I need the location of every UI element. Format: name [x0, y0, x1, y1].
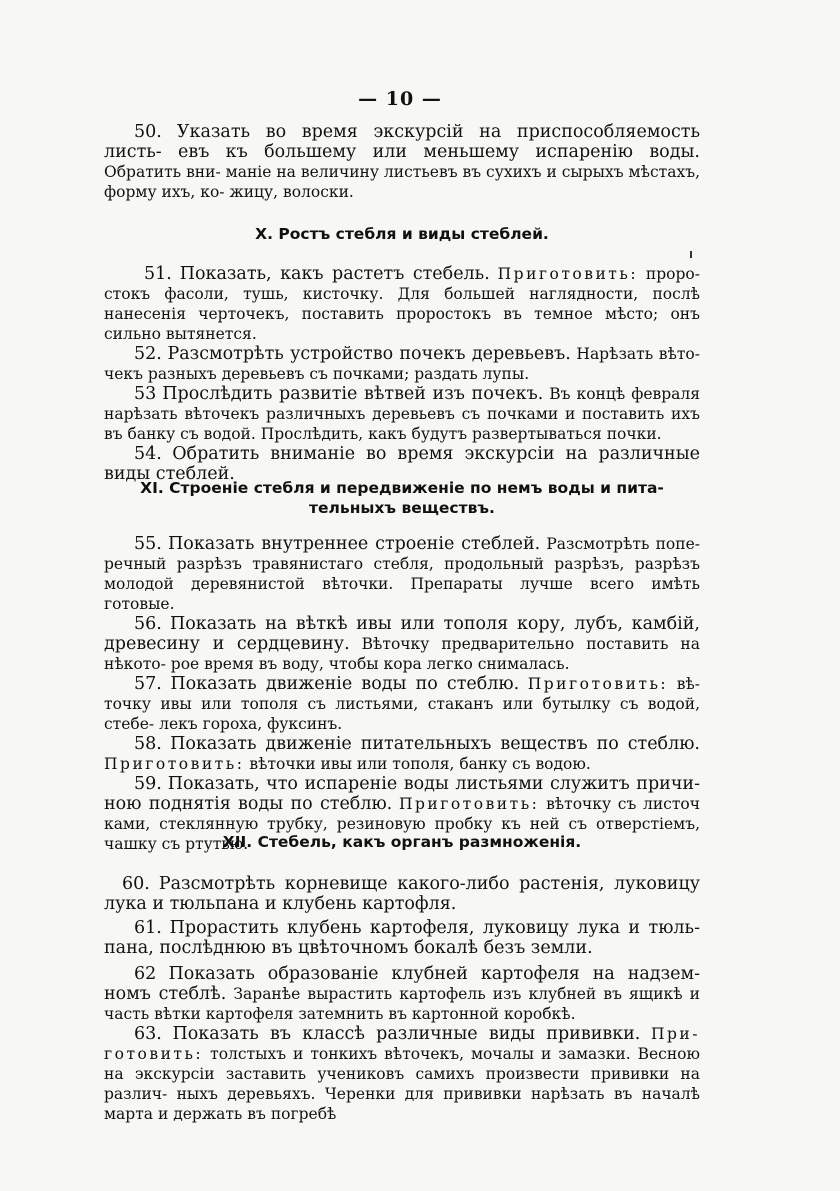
item-52-number: 52. — [134, 344, 162, 364]
item-57-keyword: Приготовить: — [527, 675, 669, 693]
item-51-number: 51. — [144, 264, 172, 284]
item-53-note: Въ концѣ февраля нарѣзать вѣточекъ различныхъ деревьевъ съ почками и поставить ихъ въ банку съ водой. Прослѣдить, какъ будутъ развертываться почки. — [104, 385, 701, 443]
item-55-number: 55. — [134, 534, 162, 554]
item-52-note: Нарѣзать вѣто- чекъ разныхъ деревьевъ съ почками; раздать лупы. — [104, 345, 700, 383]
section-11-body — [104, 534, 700, 854]
item-56-number: 56. — [134, 614, 162, 634]
item-57-note: вѣ- точку ивы или тополя съ листьями, стаканъ или бутылку съ водой, стебе- лекъ гороха, фуксинъ. — [104, 675, 700, 733]
item-52-task: Разсмотрѣть устройство почекъ деревьевъ. — [167, 344, 571, 364]
item-62-note: Заранѣе вырастить картофель изъ клубней въ ящикѣ и часть вѣтки картофеля затемнить въ картонной коробкѣ. — [104, 985, 700, 1023]
item-63-task: Показать въ классѣ различные виды прививки. — [172, 1024, 641, 1044]
item-62-task: Показать образованіе клубней картофеля на надзем- номъ стеблѣ. — [104, 964, 701, 1004]
item-50-note: Обратить вни- маніе на величину листьевъ въ сухихъ и сырыхъ мѣстахъ, форму ихъ, ко- жицу, волоски. — [104, 163, 700, 201]
item-62-number: 62 — [134, 964, 157, 984]
item-55-task: Показать внутреннее строеніе стеблей. — [168, 534, 541, 554]
item-59-keyword: Приготовить: — [398, 795, 540, 813]
item-53-task: Прослѣдить развитіе вѣтвей изъ почекъ. — [162, 384, 544, 404]
item-58-note: вѣточки ивы или тополя, банку съ водою. — [249, 755, 591, 773]
item-59-task: Показать, что испареніе воды листьями служитъ причи- ною поднятія воды по стеблю. — [104, 774, 700, 814]
item-56-task: Показать на вѣткѣ ивы или тополя кору, лубъ, камбій, древесину и сердцевину. — [104, 614, 700, 654]
section-11-heading: XI. Строеніе стебля и передвиженіе по немъ воды и пита- тельныхъ веществъ. — [140, 479, 664, 517]
item-51-note: проро- стокъ фасоли, тушь, кисточку. Для большей наглядности, послѣ нанесенія черточекъ, поставить проростокъ въ темное мѣсто; онъ сильно вытянется. — [104, 265, 700, 343]
item-61-task: Прорастить клубень картофеля, луковицу лука и тюль- пана, послѣднюю въ цвѣточномъ бокалѣ безъ земли. — [104, 918, 700, 958]
item-63-number: 63. — [134, 1024, 162, 1044]
item-59-note: вѣточку съ листоч ками, стеклянную трубку, резиновую пробку къ ней съ отверстіемъ, чашку съ ртутью. — [104, 795, 700, 853]
item-58-task: Показать движеніе питательныхъ веществъ по стеблю. — [170, 734, 700, 754]
section-12-body — [104, 874, 700, 1124]
item-50-task: Указать во время экскурсій на приспособляемость листь- евъ къ большему или меньшему испаренію воды. — [104, 122, 700, 162]
item-56-note: Вѣточку предварительно поставить на нѣкото- рое время въ воду, чтобы кора легко снималась. — [104, 635, 700, 673]
item-63-note: толстыхъ и тонкихъ вѣточекъ, мочалы и замазки. Весною на экскурсіи заставить учениковъ самихъ произвести прививки на различ- ныхъ деревьяхъ. Черенки для прививки нарѣзать въ началѣ марта и держать въ погребѣ — [104, 1045, 701, 1123]
item-57-number: 57. — [134, 674, 162, 694]
stray-mark — [690, 251, 692, 258]
item-54-task: Обратить вниманіе во время экскурсіи на различные виды стеблей. — [104, 444, 700, 484]
item-60-task: Разсмотрѣть корневище какого-либо растенія, луковицу лука и тюльпана и клубень картофля. — [104, 874, 700, 914]
item-53-number: 53 — [134, 384, 157, 404]
item-51-task: Показать, какъ растетъ стебель. — [179, 264, 490, 284]
item-55-note: Разсмотрѣть попе- речный разрѣзъ травянистаго стебля, продольный разрѣзъ, разрѣзъ молодой деревянистой вѣточки. Препараты лучше всего имѣть готовые. — [104, 535, 701, 613]
item-50 — [104, 122, 700, 202]
item-58-number: 58. — [134, 734, 162, 754]
item-58-keyword: Приготовить: — [104, 755, 245, 773]
item-54-number: 54. — [134, 444, 162, 464]
item-57-task: Показать движеніе воды по стеблю. — [170, 674, 520, 694]
section-12-heading: XII. Стебель, какъ органъ размноженія. — [222, 833, 582, 851]
section-10-heading: X. Ростъ стебля и виды стеблей. — [255, 225, 549, 243]
item-61-number: 61. — [134, 918, 162, 938]
item-59-number: 59. — [134, 774, 162, 794]
page-number: — 10 — — [358, 88, 442, 110]
item-50-number: 50. — [134, 122, 162, 142]
item-60-number: 60. — [122, 874, 150, 894]
item-63-keyword: При- готовить: — [104, 1025, 700, 1063]
section-10-body — [104, 264, 700, 484]
item-51-keyword: Приготовить: — [497, 265, 639, 283]
